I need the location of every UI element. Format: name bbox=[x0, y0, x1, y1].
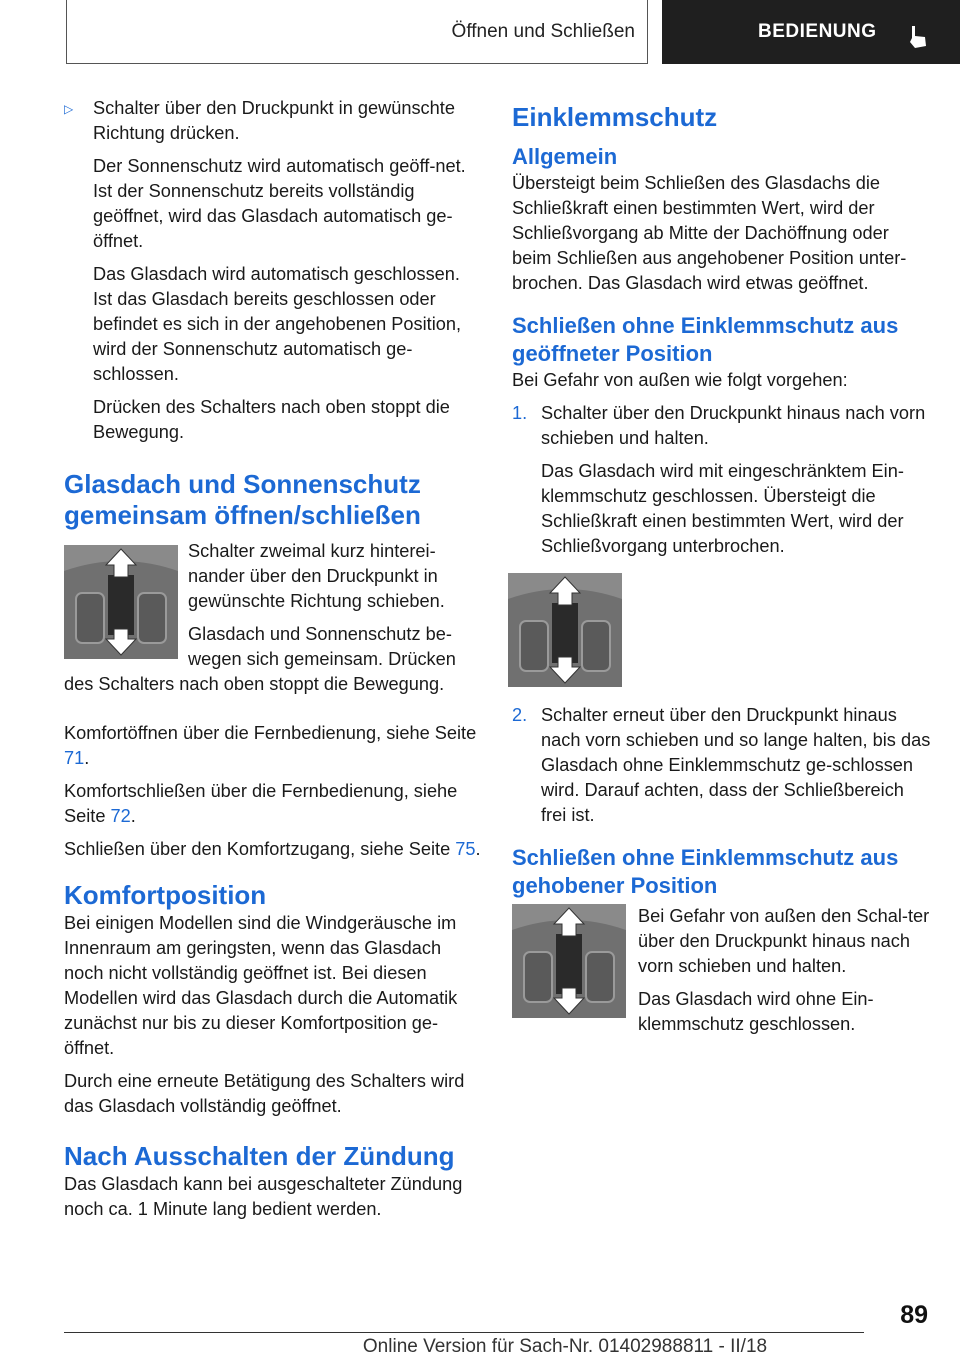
bullet-item bbox=[64, 96, 482, 445]
heading-gehoben: Schließen ohne Einklemmschutz aus gehobener Position bbox=[512, 845, 899, 898]
paragraph: Übersteigt beim Schließen des Glasdachs die Schließkraft einen bestimmten Wert, wird der Schließvorgang ab Mitte der Dachöffnung oder beim Schließen aus angehobener Position unter‐brochen. Das Glasdach wird etwas geöffnet. bbox=[512, 173, 907, 293]
heading-einklemmschutz: Einklemmschutz bbox=[512, 102, 718, 132]
heading-gemeinsam: Glasdach und Sonnenschutz gemeinsam öffnen/schließen bbox=[64, 469, 421, 530]
bullet-text: Schalter über den Druckpunkt in gewünschte Richtung drücken. bbox=[93, 98, 455, 143]
paragraph: Bei einigen Modellen sind die Windgeräusche im Innenraum am geringsten, wenn das Glasdach noch nicht vollständig geöffnet ist. Bei diesen Modellen wird das Glasdach durch die Automatik zunächst nur bis zu dieser Komfortposition ge‐öffnet. bbox=[64, 913, 458, 1058]
paragraph: Durch eine erneute Betätigung des Schalters wird das Glasdach vollständig geöffnet. bbox=[64, 1071, 465, 1116]
section-title bbox=[66, 0, 648, 64]
paragraph: Schalter zweimal kurz hinterei‐nander über den Druckpunkt in gewünschte Richtung schieben. bbox=[188, 541, 445, 611]
chapter-title: BEDIENUNG bbox=[758, 21, 877, 42]
heading-zuendung: Nach Ausschalten der Zündung bbox=[64, 1141, 455, 1171]
switch-illustration bbox=[512, 904, 626, 1018]
section-title-text: Öffnen und Schließen bbox=[451, 20, 635, 42]
switch-illustration bbox=[64, 545, 178, 659]
heading-geoeffnet: Schließen ohne Einklemmschutz aus geöffneter Position bbox=[512, 313, 899, 366]
triangle-bullet-icon: ▷ bbox=[64, 102, 74, 116]
switch-illustration bbox=[508, 573, 622, 687]
pointing-hand-icon bbox=[906, 24, 928, 50]
roof-switch-graphic bbox=[64, 545, 178, 659]
roof-switch-graphic bbox=[512, 904, 626, 1018]
footer-divider bbox=[64, 1332, 864, 1333]
paragraph: Bei Gefahr von außen den Schal‐ter über den Druckpunkt hinaus nach vorn schieben und halten. bbox=[638, 906, 930, 976]
paragraph: Der Sonnenschutz wird automatisch geöff‐net. Ist der Sonnenschutz bereits vollständig geöffnet, wird das Glasdach automatisch ge‐öffnet. bbox=[93, 156, 466, 251]
paragraph: Schließen über den Komfortzugang, siehe Seite 75. bbox=[64, 839, 481, 859]
footer-online-version: Online Version für Sach-Nr. 01402988811 - II/18 bbox=[362, 1336, 768, 1357]
heading-allgemein: Allgemein bbox=[512, 144, 618, 169]
page-link-72[interactable]: 72 bbox=[110, 806, 131, 826]
left-column bbox=[64, 96, 482, 1230]
paragraph: Das Glasdach wird automatisch geschlossen. Ist das Glasdach bereits geschlossen oder befindet es sich in der angehobenen Position, wird der Sonnenschutz automatisch ge‐schlossen. bbox=[93, 264, 462, 384]
paragraph: Komfortschließen über die Fernbedienung, siehe Seite 72. bbox=[64, 781, 458, 826]
paragraph: Schalter erneut über den Druckpunkt hinaus nach vorn schieben und so lange halten, bis das Glasdach ohne Einklemmschutz ge‐schlossen wird. Darauf achten, dass der Schließbereich frei ist. bbox=[541, 705, 931, 825]
page-number: 89 bbox=[900, 1301, 928, 1329]
paragraph: Das Glasdach wird mit eingeschränktem Ein‐klemmschutz geschlossen. Übersteigt die Schließkraft einen bestimmten Wert, wird der Schließvorgang unterbrochen. bbox=[541, 461, 904, 556]
page-link-71[interactable]: 71 bbox=[64, 748, 85, 768]
paragraph: Komfortöffnen über die Fernbedienung, siehe Seite 71. bbox=[64, 723, 477, 768]
right-column bbox=[512, 96, 932, 1045]
step-2 bbox=[512, 703, 932, 828]
paragraph: Das Glasdach wird ohne Ein‐klemmschutz geschlossen. bbox=[638, 989, 874, 1034]
heading-komfortposition: Komfortposition bbox=[64, 880, 267, 910]
page-link-75[interactable]: 75 bbox=[455, 839, 476, 859]
chapter-tab[interactable] bbox=[662, 0, 960, 64]
paragraph: Glasdach und Sonnenschutz be‐wegen sich gemeinsam. Drücken des Schalters nach oben stoppt die Bewegung. bbox=[64, 624, 456, 694]
step-1 bbox=[512, 401, 932, 559]
paragraph: Schalter über den Druckpunkt hinaus nach vorn schieben und halten. bbox=[541, 403, 926, 448]
paragraph: Das Glasdach kann bei ausgeschalteter Zündung noch ca. 1 Minute lang bedient werden. bbox=[64, 1174, 463, 1219]
komfort-text: Schließen über den Komfortzugang, siehe Seite bbox=[64, 839, 456, 859]
paragraph: Drücken des Schalters nach oben stoppt die Bewegung. bbox=[93, 397, 450, 442]
komfort-text: Komfortschließen über die Fernbedienung, siehe Seite bbox=[64, 781, 458, 826]
roof-switch-graphic bbox=[508, 573, 622, 687]
paragraph: Bei Gefahr von außen wie folgt vorgehen: bbox=[512, 370, 848, 390]
step-number: 1. bbox=[512, 403, 528, 423]
komfort-text: Komfortöffnen über die Fernbedienung, siehe Seite bbox=[64, 723, 477, 743]
step-number: 2. bbox=[512, 705, 528, 725]
